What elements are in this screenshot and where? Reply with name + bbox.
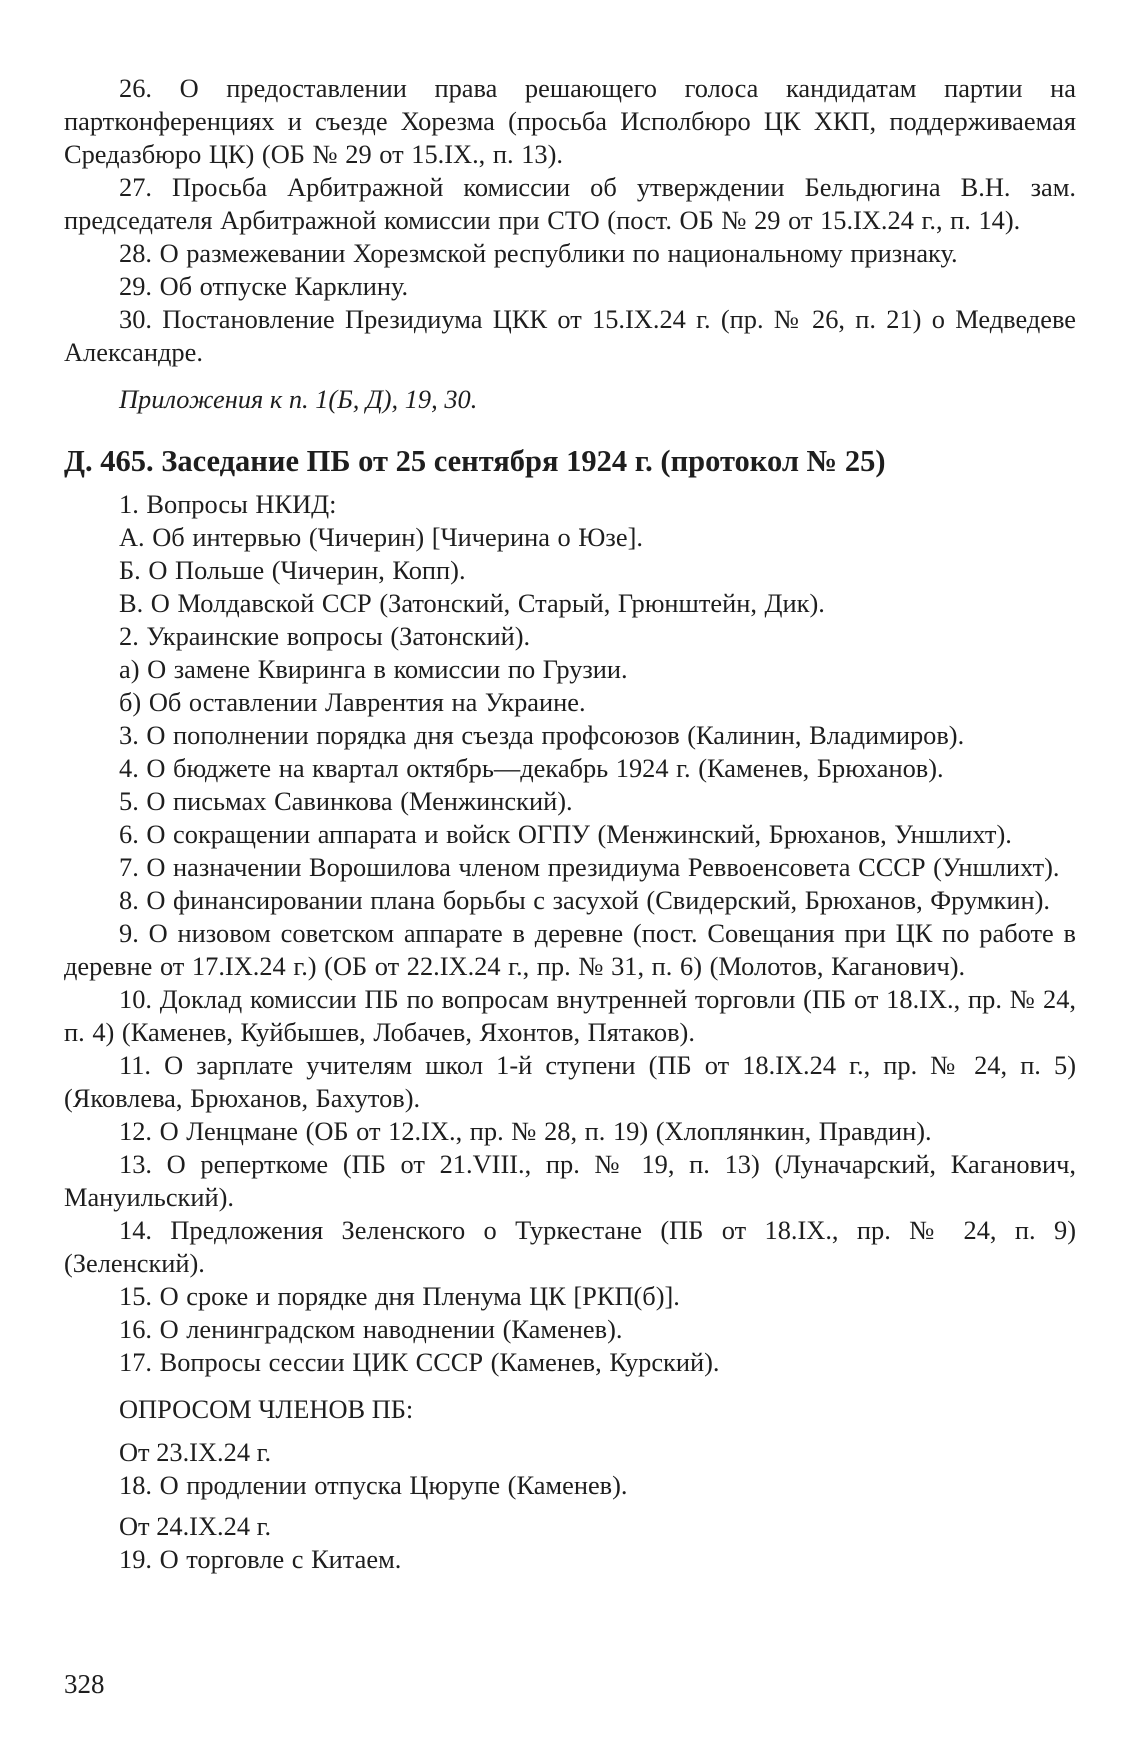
agenda-item-4: 4. О бюджете на квартал октябрь—декабрь 1924 г. (Каменев, Брюханов). xyxy=(119,753,944,783)
agenda-item-15: 15. О сроке и порядке дня Пленума ЦК [РКП(б)]. xyxy=(119,1281,680,1311)
item-27: 27. Просьба Арбитражной комиссии об утверждении Бельдюгина В.Н. зам. председателя Арбитражной комиссии при СТО (пост. ОБ № 29 от 15.IX.24 г., п. 14). xyxy=(64,172,1076,235)
agenda-item-14: 14. Предложения Зеленского о Туркестане (ПБ от 18.IX., пр. № 24, п. 9) (Зеленский). xyxy=(64,1215,1076,1278)
agenda-item-19: 19. О торговле с Китаем. xyxy=(119,1544,402,1574)
agenda-item-12: 12. О Ленцмане (ОБ от 12.IX., пр. № 28, п. 19) (Хлоплянкин, Правдин). xyxy=(119,1116,932,1146)
agenda-item-2: 2. Украинские вопросы (Затонский). xyxy=(119,621,531,651)
agenda-item-1c: В. О Молдавской ССР (Затонский, Старый, Грюнштейн, Дик). xyxy=(119,588,825,618)
agenda-item-9: 9. О низовом советском аппарате в деревне (пост. Совещания при ЦК по работе в деревне от 17.IX.24 г.) (ОБ от 22.IX.24 г., пр. № 31, п. 6) (Молотов, Каганович). xyxy=(64,918,1076,981)
agenda-item-3: 3. О пополнении порядка дня съезда профсоюзов (Калинин, Владимиров). xyxy=(119,720,965,750)
appendix-note: Приложения к п. 1(Б, Д), 19, 30. xyxy=(119,384,478,414)
item-26: 26. О предоставлении права решающего голоса кандидатам партии на партконференциях и съезде Хорезма (просьба Исполбюро ЦК ХКП, поддерживаемая Средазбюро ЦК) (ОБ № 29 от 15.IX., п. 13). xyxy=(64,73,1076,169)
page-number: 328 xyxy=(64,1669,105,1699)
agenda-item-1b: Б. О Польше (Чичерин, Копп). xyxy=(119,555,466,585)
agenda-item-10: 10. Доклад комиссии ПБ по вопросам внутренней торговли (ПБ от 18.IX., пр. № 24, п. 4) (Каменев, Куйбышев, Лобачев, Яхонтов, Пятаков). xyxy=(64,984,1076,1047)
item-29: 29. Об отпуске Карклину. xyxy=(119,271,409,301)
agenda-item-17: 17. Вопросы сессии ЦИК СССР (Каменев, Курский). xyxy=(119,1347,720,1377)
agenda-item-5: 5. О письмах Савинкова (Менжинский). xyxy=(119,786,573,816)
page-content xyxy=(64,72,1076,1576)
agenda-item-8: 8. О финансировании плана борьбы с засухой (Свидерский, Брюханов, Фрумкин). xyxy=(119,885,1050,915)
agenda-item-11: 11. О зарплате учителям школ 1-й ступени (ПБ от 18.IX.24 г., пр. № 24, п. 5) (Яковлева, Брюханов, Бахутов). xyxy=(64,1050,1076,1113)
item-28: 28. О размежевании Хорезмской республики по национальному признаку. xyxy=(119,238,958,268)
agenda-item-2a: а) О замене Квиринга в комиссии по Грузии. xyxy=(119,654,628,684)
agenda-item-1: 1. Вопросы НКИД: xyxy=(119,489,337,519)
document-heading: Д. 465. Заседание ПБ от 25 сентября 1924 г. (протокол № 25) xyxy=(64,444,886,478)
agenda-item-2b: б) Об оставлении Лаврентия на Украине. xyxy=(119,687,586,717)
agenda-item-7: 7. О назначении Ворошилова членом президиума Реввоенсовета СССР (Уншлихт). xyxy=(119,852,1060,882)
poll-heading: ОПРОСОМ ЧЛЕНОВ ПБ: xyxy=(119,1394,414,1424)
agenda-item-1a: А. Об интервью (Чичерин) [Чичерина о Юзе]. xyxy=(119,522,643,552)
agenda-item-6: 6. О сокращении аппарата и войск ОГПУ (Менжинский, Брюханов, Уншлихт). xyxy=(119,819,1012,849)
agenda-item-16: 16. О ленинградском наводнении (Каменев). xyxy=(119,1314,623,1344)
poll-date-1: От 23.IX.24 г. xyxy=(119,1437,272,1467)
agenda-item-18: 18. О продлении отпуска Цюрупе (Каменев). xyxy=(119,1470,628,1500)
agenda-item-13: 13. О реперткоме (ПБ от 21.VIII., пр. № 19, п. 13) (Луначарский, Каганович, Мануильский). xyxy=(64,1149,1076,1212)
item-30: 30. Постановление Президиума ЦКК от 15.IX.24 г. (пр. № 26, п. 21) о Медведеве Александре. xyxy=(64,304,1076,367)
poll-date-2: От 24.IX.24 г. xyxy=(119,1511,272,1541)
